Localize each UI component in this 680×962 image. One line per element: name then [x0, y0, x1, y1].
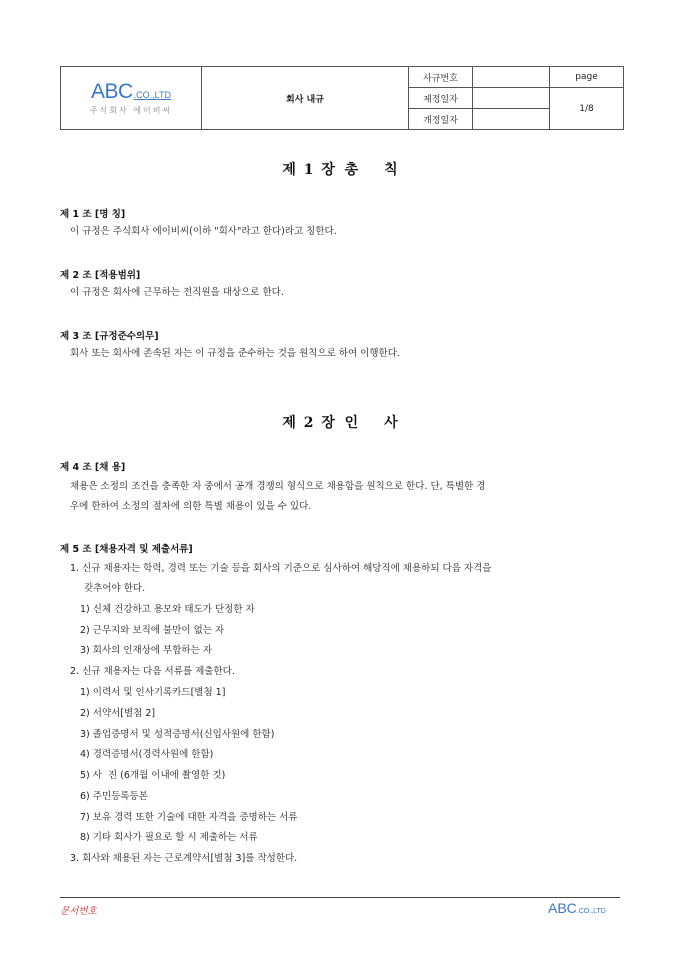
article-5-title: 제 5 조 [채용자격 및 제출서류] [60, 544, 193, 555]
footer-divider [60, 897, 620, 898]
page-number: 1/8 [550, 88, 624, 130]
article-5-item-2-sub-8: 8) 기타 회사가 필요로 할 시 제출하는 서류 [80, 832, 258, 843]
article-5-item-2-sub-6: 6) 주민등록등본 [80, 791, 148, 802]
footer-logo-brand: ABC [548, 900, 577, 916]
article-5-item-1-line-1: 1. 신규 채용자는 학력, 경력 또는 기술 등을 회사의 기준으로 심사하여 해당직에 채용하되 다음 자격을 [70, 563, 492, 574]
logo-suffix: .CO.,LTD [133, 90, 172, 100]
article-5-item-2-sub-4: 4) 경력증명서(경력사원에 한함) [80, 749, 214, 760]
chapter-2-heading [0, 412, 680, 432]
article-2-body: 이 규정은 회사에 근무하는 전직원을 대상으로 한다. [70, 287, 284, 298]
enacted-label: 제정일자 [409, 88, 473, 109]
company-logo [61, 80, 201, 104]
article-5-item-1-sub-2: 2) 근무지와 보직에 불만이 없는 자 [80, 625, 225, 636]
article-5-item-2-sub-1: 1) 이력서 및 인사기록카드[별첨 1] [80, 687, 226, 698]
footer-logo-suffix: .CO.,LTD [576, 908, 606, 915]
article-5-item-2: 2. 신규 채용자는 다음 서류를 제출한다. [70, 666, 235, 677]
chapter-2-suffix: 장 [321, 415, 335, 431]
code-value [473, 67, 550, 88]
chapter-2-name: 인사 [344, 415, 424, 431]
article-5-item-2-sub-5: 5) 사 진 (6개월 이내에 촬영한 것) [80, 770, 226, 781]
article-5-item-3: 3. 회사와 채용된 자는 근로계약서[별첨 3]를 작성한다. [70, 853, 298, 864]
article-5-item-1-sub-1: 1) 신체 건강하고 용모와 태도가 단정한 자 [80, 604, 255, 615]
chapter-1-number: 1 [303, 162, 314, 178]
chapter-2-prefix: 제 [282, 415, 296, 431]
enacted-value [473, 88, 550, 109]
article-2-title: 제 2 조 [적용범위] [60, 270, 141, 281]
document-title: 회사 내규 [202, 67, 409, 130]
document-header [60, 66, 624, 130]
logo-subtitle: 주식회사 에이비씨 [89, 106, 173, 115]
article-3-title: 제 3 조 [규정준수의무] [60, 331, 159, 342]
chapter-1-name: 총칙 [344, 162, 424, 178]
article-5-item-2-sub-7: 7) 보유 경력 또한 기술에 대한 자격을 증명하는 서류 [80, 812, 298, 823]
page-label: page [550, 67, 624, 88]
chapter-2-number: 2 [303, 415, 314, 431]
article-4-line-1: 채용은 소정의 조건을 충족한 자 중에서 공개 경쟁의 형식으로 채용함을 원칙으로 한다. 단, 특별한 경 [70, 481, 486, 492]
article-5-item-1-line-2: 갖추어야 한다. [84, 583, 146, 594]
footer-logo [548, 900, 606, 918]
article-5-item-2-sub-3: 3) 졸업증명서 및 성적증명서(신입사원에 한함) [80, 729, 275, 740]
chapter-1-suffix: 장 [321, 162, 335, 178]
chapter-1-prefix: 제 [282, 162, 296, 178]
revised-label: 개정일자 [409, 109, 473, 130]
document-number-label: 문서번호 [60, 906, 97, 917]
company-logo-cell [61, 67, 202, 130]
article-5-item-2-sub-2: 2) 서약서[별첨 2] [80, 708, 156, 719]
article-1-title: 제 1 조 [명 칭] [60, 209, 126, 220]
chapter-1-heading [0, 159, 680, 179]
code-label: 사규번호 [409, 67, 473, 88]
article-5-item-1-sub-3: 3) 회사의 인재상에 부합하는 자 [80, 645, 212, 656]
article-1-body: 이 규정은 주식회사 에이비씨(이하 "회사"라고 한다)라고 칭한다. [70, 226, 337, 237]
article-4-line-2: 우에 한하여 소정의 절차에 의한 특별 채용이 있을 수 있다. [70, 501, 312, 512]
article-3-body: 회사 또는 회사에 존속된 자는 이 규정을 준수하는 것을 원칙으로 하여 이행한다. [70, 348, 400, 359]
revised-value [473, 109, 550, 130]
logo-brand: ABC [90, 80, 133, 103]
article-4-title: 제 4 조 [채 용] [60, 462, 126, 473]
